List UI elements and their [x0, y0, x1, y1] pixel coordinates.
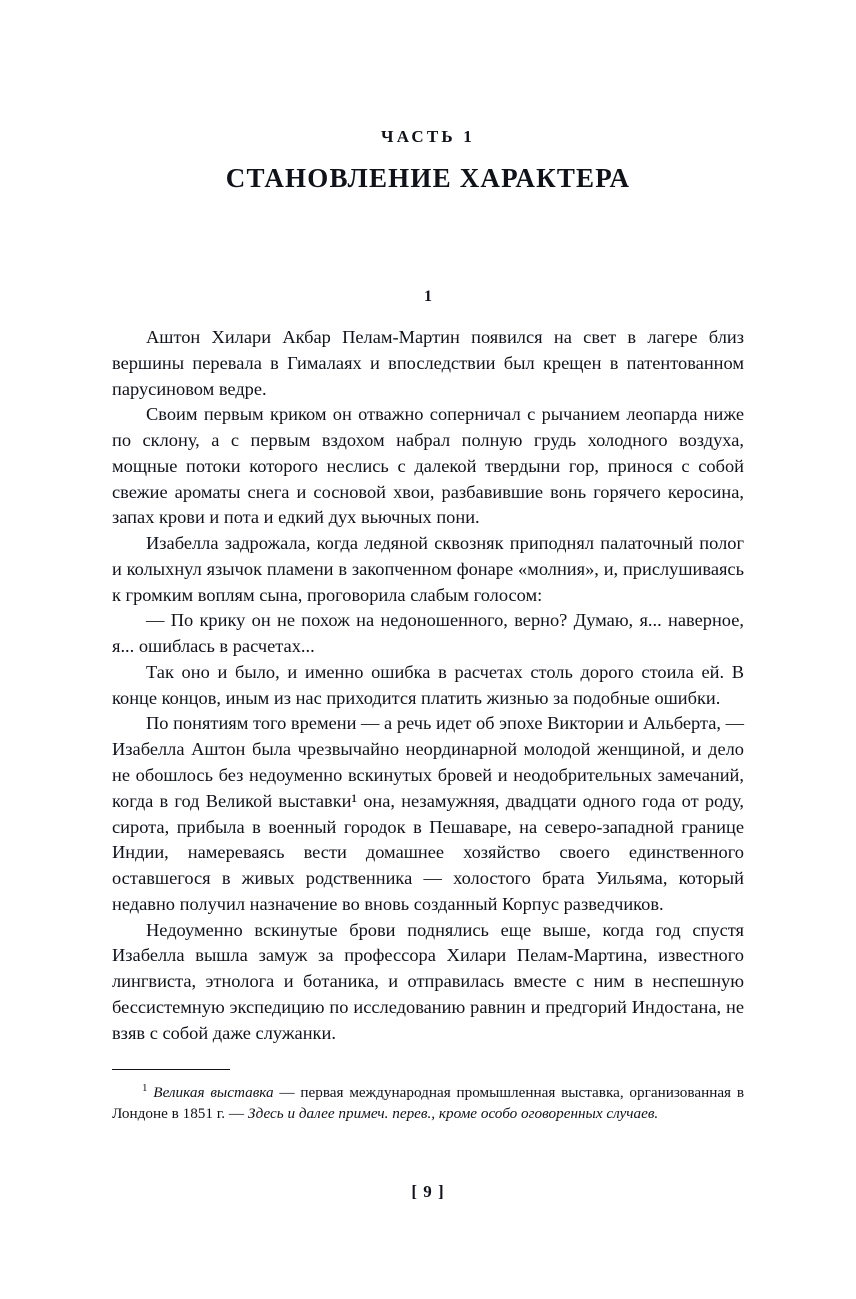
part-title: СТАНОВЛЕНИЕ ХАРАКТЕРА	[225, 163, 631, 193]
paragraph: Своим первым криком он отважно соперничал с рычанием леопарда ниже по склону, а с первым вздохом набрал полную грудь холодного воздуха, мощные потоки которого неслись с далекой твердыни гор, принося с собой свежие ароматы снега и сосновой хвои, разбавившие вонь горячего керосина, запах крови и пота и едкий дух вьючных пони.	[112, 404, 744, 528]
chapter-number: 1	[424, 288, 432, 305]
footnote-marker: 1	[142, 1082, 148, 1095]
body-text	[112, 325, 744, 1046]
page-number: [ 9 ]	[411, 1182, 445, 1202]
footnote-body: — первая международная промышленная выставка, организованная в Лондоне в 1851 г. —	[112, 1084, 745, 1123]
paragraph: Аштон Хилари Акбар Пелам-Мартин появился на свет в лагере близ вершины перевала в Гималаях и впоследствии был крещен в патентованном парусиновом ведре.	[112, 327, 744, 399]
paragraph: Недоуменно вскинутые брови поднялись еще выше, когда год спустя Изабелла вышла замуж за профессора Хилари Пелам-Мартина, известного лингвиста, этнолога и ботаника, и отправилась вместе с ним в неспешную бессистемную экспедицию по исследованию равнин и предгорий Индостана, не взяв с собой даже служанки.	[112, 919, 744, 1043]
footnote-attribution: Здесь и далее примеч. перев., кроме особо оговоренных случаев.	[247, 1105, 659, 1123]
paragraph-with-footnote-ref: По понятиям того времени — а речь идет об эпохе Виктории и Альберта, — Изабелла Аштон была чрезвычайно неординарной молодой женщиной, и дело не обошлось без недоуменно вскинутых бровей и неодобрительных замечаний, когда в год Великой выставки¹ она, незамужняя, двадцати одного года от роду, сирота, прибыла в военный городок в Пешаваре, на северо-западной границе Индии, намереваясь вести домашнее хозяйство своего единственного оставшегося в живых родственника — холостого брата Уильяма, который недавно получил назначение во вновь созданный Корпус разведчиков.	[112, 713, 744, 914]
paragraph-dialogue: — По крику он не похож на недоношенного, верно? Думаю, я... наверное, я... ошиблась в расчетах...	[112, 610, 744, 657]
part-label: ЧАСТЬ 1	[381, 127, 475, 146]
paragraph: Изабелла задрожала, когда ледяной сквозняк приподнял палаточный полог и колыхнул язычок пламени в закопченном фонаре «молния», и, прислушиваясь к громким воплям сына, проговорила слабым голосом:	[112, 533, 744, 605]
footnote-separator	[112, 1069, 230, 1070]
footnote-title: Великая выставка	[153, 1084, 274, 1102]
paragraph: Так оно и было, и именно ошибка в расчетах столь дорого стоила ей. В конце концов, иным из нас приходится платить жизнью за подобные ошибки.	[112, 661, 744, 708]
footnote	[112, 1081, 744, 1125]
page-content	[112, 0, 744, 1202]
footnote-area	[112, 1069, 744, 1125]
